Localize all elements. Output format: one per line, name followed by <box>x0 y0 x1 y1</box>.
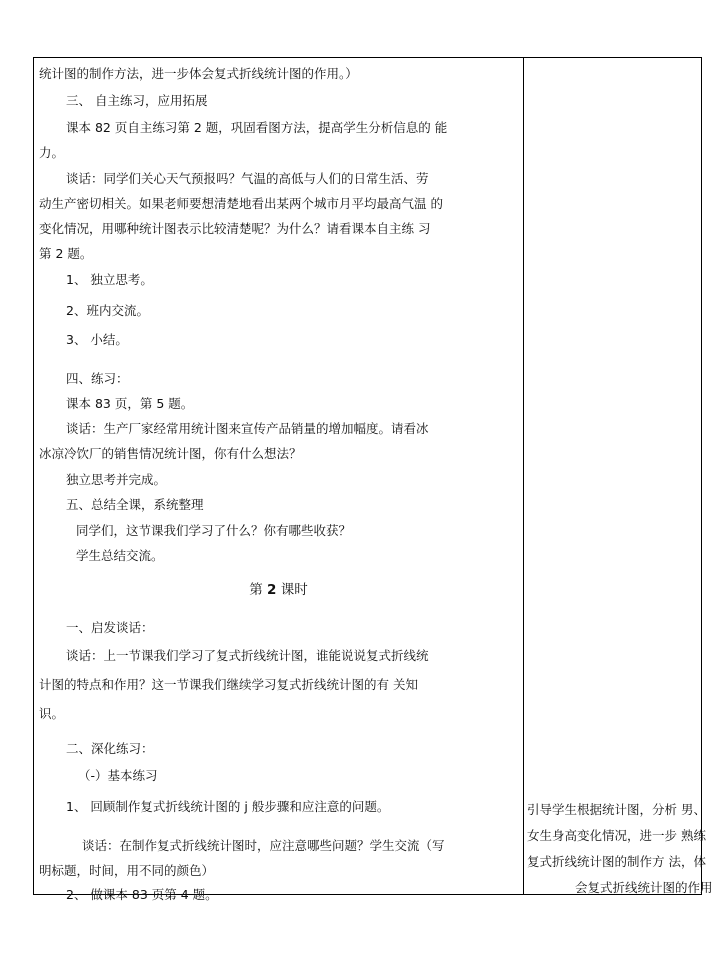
note-line: 引导学生根据统计图，分析 男、 <box>527 802 706 817</box>
note-line: 复式折线统计图的制作方 法，体 <box>527 854 706 869</box>
text-line: 课本 82 页自主练习第 2 题，巩固看图方法，提高学生分析信息的 能 <box>66 120 448 135</box>
text-line: 同学们，这节课我们学习了什么？你有哪些收获？ <box>76 523 352 538</box>
list-item: 1、 独立思考。 <box>66 272 153 287</box>
note-line: 会复式折线统计图的作用 <box>575 880 713 895</box>
section-heading: 三、 自主练习，应用拓展 <box>66 93 208 108</box>
list-item: 2、 做课本 83 页第 4 题。 <box>66 887 218 902</box>
list-item: 3、 小结。 <box>66 332 128 347</box>
text-line: 计图的特点和作用？这一节课我们继续学习复式折线统计图的有 关知 <box>39 677 418 692</box>
subsection-heading: （-）基本练习 <box>78 768 158 783</box>
section-heading: 二、深化练习： <box>66 741 154 756</box>
list-item: 2、班内交流。 <box>66 303 149 318</box>
text-line: 谈话：在制作复式折线统计图时，应注意哪些问题？学生交流（写 <box>82 838 445 853</box>
text-line: 明标题，时间，用不同的颜色） <box>39 863 215 878</box>
teaching-process-column <box>34 58 523 902</box>
text-line: 谈话：同学们关心天气预报吗？气温的高低与人们的日常生活、劳 <box>66 171 429 186</box>
lesson-plan-table <box>33 57 713 902</box>
text-line: 动生产密切相关。如果老师要想清楚地看出某两个城市月平均最高气温 的 <box>39 196 443 211</box>
design-intent-column <box>524 58 713 895</box>
lesson-heading: 第 2 课时 <box>249 582 308 598</box>
text-line: 识。 <box>39 706 65 721</box>
section-heading: 五、总结全课，系统整理 <box>66 497 204 512</box>
text-line: 统计图的制作方法，进一步体会复式折线统计图的作用。） <box>39 66 358 81</box>
text-line: 课本 83 页，第 5 题。 <box>66 396 194 411</box>
text-line: 力。 <box>39 145 65 160</box>
text-line: 第 2 题。 <box>39 246 93 261</box>
text-line: 变化情况，用哪种统计图表示比较清楚呢？为什么？请看课本自主练 习 <box>39 221 431 236</box>
section-heading: 一、启发谈话： <box>66 620 154 635</box>
text-line: 学生总结交流。 <box>76 548 164 563</box>
note-line: 女生身高变化情况，进一步 熟练 <box>527 828 706 843</box>
text-line: 冰凉冷饮厂的销售情况统计图，你有什么想法？ <box>39 446 302 461</box>
text-line: 独立思考并完成。 <box>66 472 167 487</box>
section-heading: 四、练习： <box>66 371 129 386</box>
text-line: 谈话：生产厂家经常用统计图来宣传产品销量的增加幅度。请看冰 <box>66 421 429 436</box>
text-line: 谈话：上一节课我们学习了复式折线统计图，谁能说说复式折线统 <box>66 648 429 663</box>
list-item: 1、 回顾制作复式折线统计图的 j 般步骤和应注意的问题。 <box>66 799 390 814</box>
